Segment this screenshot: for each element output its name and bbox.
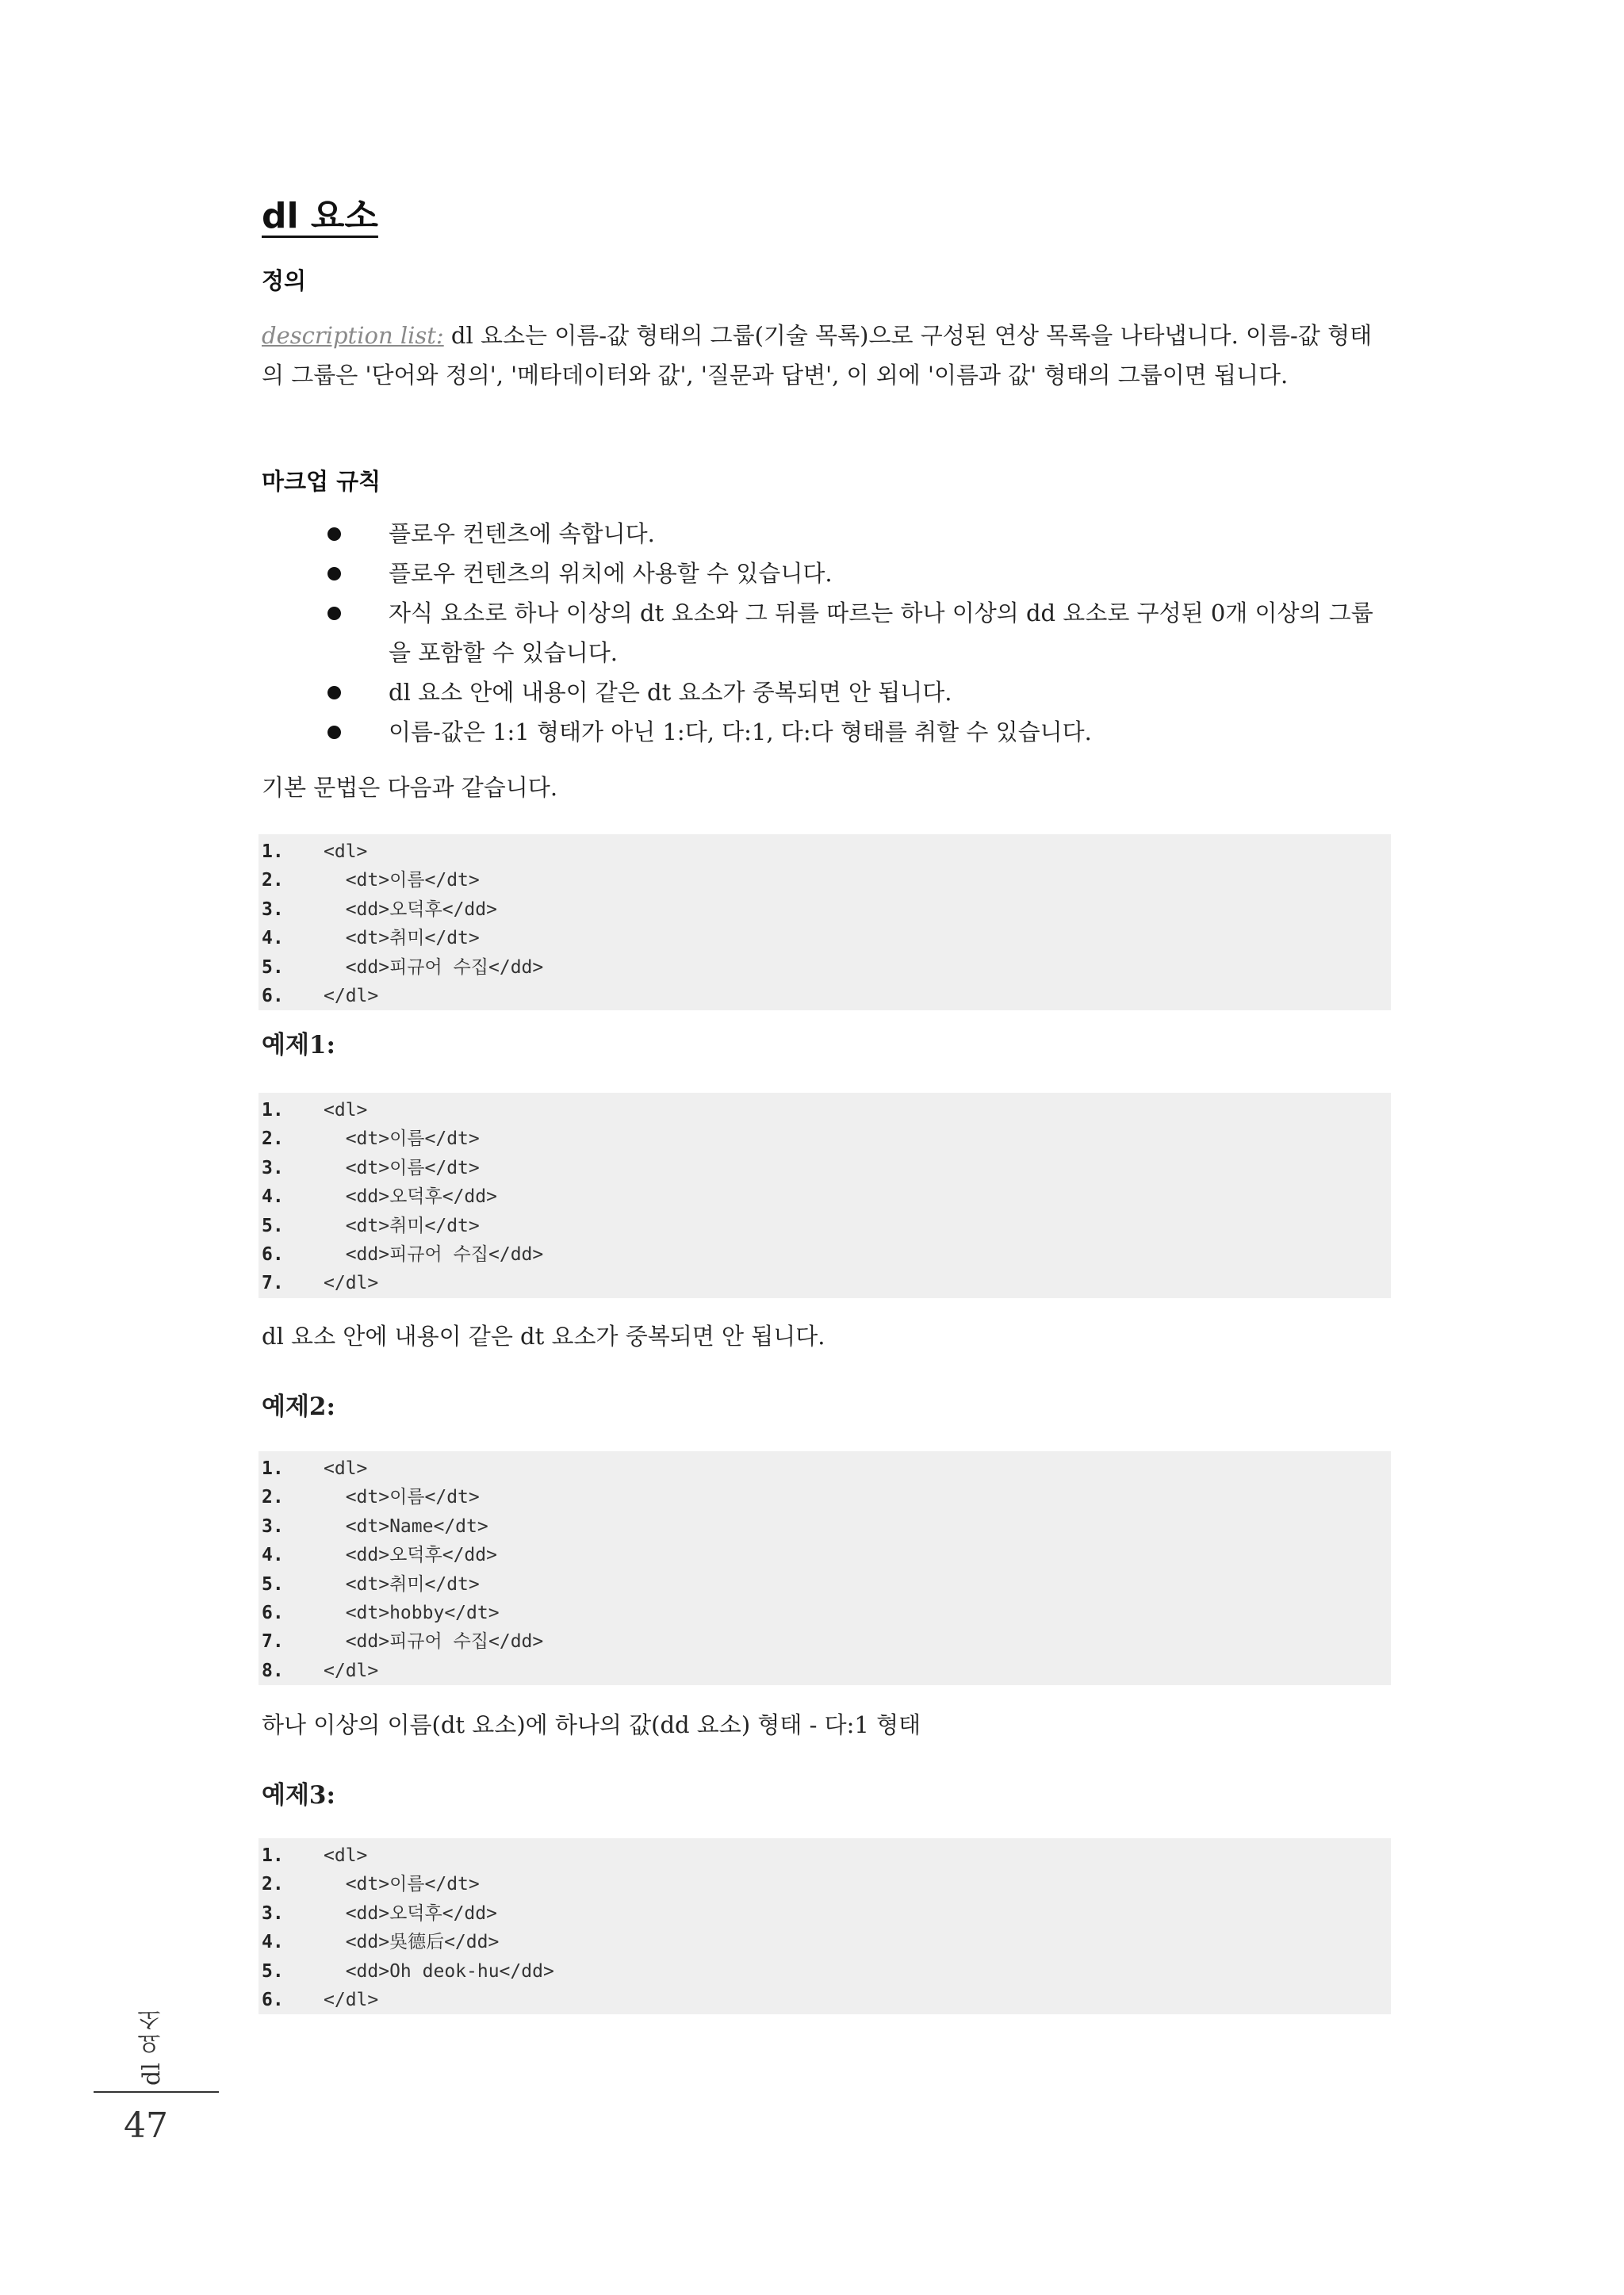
code-line: 4. <dd>오덕후</dd>	[262, 1186, 497, 1208]
list-item: 자식 요소로 하나 이상의 dt 요소와 그 뒤를 따르는 하나 이상의 dd 요소로 구성된 0개 이상의 그룹을 포함할 수 있습니다.	[262, 593, 1388, 672]
example1-label: 예제1:	[262, 1031, 335, 1059]
code-block-example2	[259, 1451, 1391, 1685]
syntax-intro: 기본 문법은 다음과 같습니다.	[262, 774, 558, 801]
bullet-icon	[327, 607, 341, 620]
example2-label: 예제2:	[262, 1393, 335, 1421]
code-block-example1	[259, 1093, 1391, 1298]
code-line: 2. <dt>이름</dt>	[262, 870, 480, 891]
markup-rules-list	[262, 514, 1388, 752]
definition-paragraph	[262, 316, 1388, 395]
code-line: 5. <dd>피규어 수집</dd>	[262, 956, 544, 978]
bullet-icon	[327, 686, 341, 699]
code-line: 5. <dt>취미</dt>	[262, 1573, 480, 1595]
code-line: 5. <dd>Oh deok-hu</dd>	[262, 1960, 554, 1982]
code-line: 4. <dt>취미</dt>	[262, 928, 480, 949]
code-line: 2. <dt>이름</dt>	[262, 1874, 480, 1895]
code-line: 2. <dt>이름</dt>	[262, 1128, 480, 1150]
code-line: 8. </dl>	[262, 1660, 379, 1681]
code-line: 6. <dd>피규어 수집</dd>	[262, 1243, 544, 1265]
code-line: 1. <dl>	[262, 1100, 368, 1121]
code-line: 3. <dd>오덕후</dd>	[262, 898, 497, 920]
code-line: 3. <dt>Name</dt>	[262, 1515, 488, 1537]
example2-note: 하나 이상의 이름(dt 요소)에 하나의 값(dd 요소) 형태 - 다:1 형태	[262, 1711, 921, 1738]
code-line: 1. <dl>	[262, 1458, 368, 1479]
definition-text: dl 요소는 이름-값 형태의 그룹(기술 목록)으로 구성된 연상 목록을 나타냅니다. 이름-값 형태의 그룹은 '단어와 정의', '메타데이터와 값', '질문과 답변', 이 외에 '이름과 값' 형태의 그룹이면 됩니다.	[262, 322, 1373, 389]
footer-rule	[94, 2091, 219, 2093]
example3-label: 예제3:	[262, 1781, 335, 1810]
list-item: dl 요소 안에 내용이 같은 dt 요소가 중복되면 안 됩니다.	[262, 672, 1388, 712]
description-list-link[interactable]: description list:	[262, 322, 444, 349]
section-title: dl 요소	[262, 196, 378, 236]
code-block-basic	[259, 834, 1391, 1010]
code-block-example3	[259, 1838, 1391, 2014]
code-line: 6. </dl>	[262, 985, 379, 1006]
code-line: 6. </dl>	[262, 1989, 379, 2010]
code-line: 4. <dd>오덕후</dd>	[262, 1545, 497, 1566]
code-line: 1. <dl>	[262, 841, 368, 862]
code-line: 5. <dt>취미</dt>	[262, 1215, 480, 1236]
bullet-icon	[327, 567, 341, 580]
list-item: 이름-값은 1:1 형태가 아닌 1:다, 다:1, 다:다 형태를 취할 수 있습니다.	[262, 712, 1388, 752]
page-number: 47	[124, 2105, 168, 2146]
list-item: 플로우 컨텐츠의 위치에 사용할 수 있습니다.	[262, 554, 1388, 593]
list-item: 플로우 컨텐츠에 속합니다.	[262, 514, 1388, 554]
code-line: 7. <dd>피규어 수집</dd>	[262, 1631, 544, 1653]
example1-note: dl 요소 안에 내용이 같은 dt 요소가 중복되면 안 됩니다.	[262, 1323, 825, 1350]
code-line: 3. <dt>이름</dt>	[262, 1157, 480, 1178]
bullet-icon	[327, 527, 341, 541]
code-line: 1. <dl>	[262, 1845, 368, 1866]
definition-heading: 정의	[262, 267, 307, 294]
code-line: 3. <dd>오덕후</dd>	[262, 1902, 497, 1924]
markup-rules-heading: 마크업 규칙	[262, 468, 381, 495]
code-line: 6. <dt>hobby</dt>	[262, 1602, 500, 1623]
code-line: 7. </dl>	[262, 1273, 379, 1294]
code-line: 4. <dd>吳德后</dd>	[262, 1932, 500, 1953]
code-line: 2. <dt>이름</dt>	[262, 1487, 480, 1508]
bullet-icon	[327, 726, 341, 739]
running-header-label: dl 요소	[138, 2007, 166, 2086]
